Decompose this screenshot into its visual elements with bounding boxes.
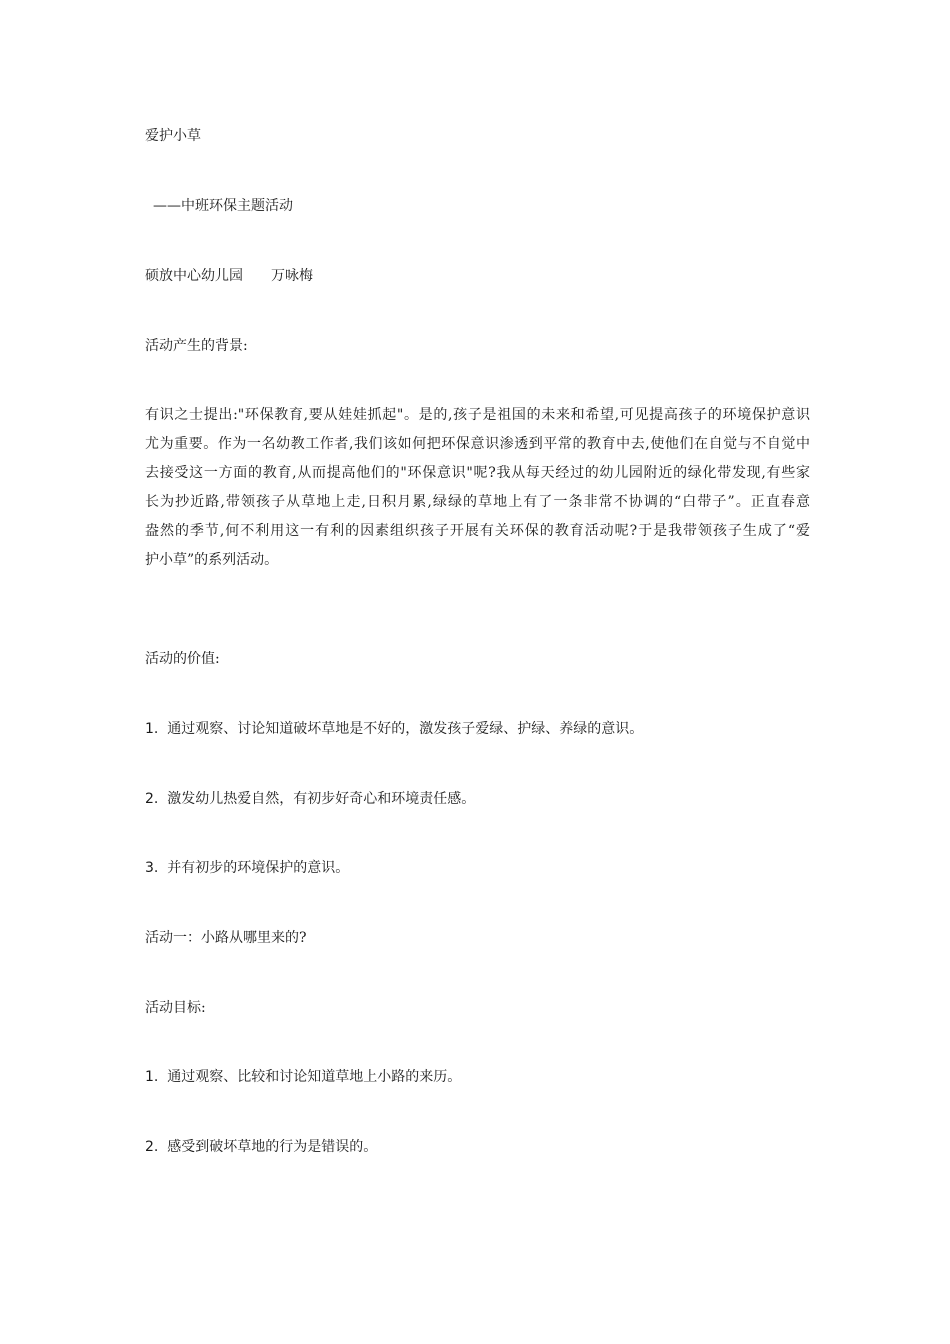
document-subtitle: ——中班环保主题活动	[153, 198, 293, 214]
activity1-goals-heading: 活动目标:	[145, 1000, 206, 1016]
author-line	[145, 267, 313, 285]
document-title: 爱护小草	[145, 128, 201, 144]
paragraph-line: 盎然的季节,何不利用这一有利的因素组织孩子开展有关环保的教育活动呢?于是我带领孩子生成了“爱	[145, 523, 810, 539]
paragraph-line: 长为抄近路,带领孩子从草地上走,日积月累,绿绿的草地上有了一条非常不协调的“白带子”。正直春意	[145, 494, 810, 510]
paragraph-line: 护小草”的系列活动。	[145, 552, 279, 568]
list-number: 2.	[145, 791, 159, 807]
list-number: 2.	[145, 1139, 159, 1155]
paragraph-line: 去接受这一方面的教育,从而提高他们的"环保意识"呢?我从每天经过的幼儿园附近的绿化带发现,有些家	[145, 465, 810, 481]
goal-item-2	[145, 1138, 377, 1156]
list-text: 通过观察、讨论知道破坏草地是不好的，激发孩子爱绿、护绿、养绿的意识。	[167, 721, 644, 737]
list-text: 并有初步的环境保护的意识。	[167, 860, 350, 876]
goal-item-1	[145, 1068, 461, 1086]
value-item-1	[145, 720, 643, 738]
activity1-heading: 活动一：小路从哪里来的?	[145, 930, 307, 946]
list-number: 3.	[145, 860, 159, 876]
value-item-3	[145, 859, 349, 877]
value-item-2	[145, 790, 475, 808]
paragraph-line: 尤为重要。作为一名幼教工作者,我们该如何把环保意识渗透到平常的教育中去,使他们在自觉与不自觉中	[145, 436, 810, 452]
author-school: 硕放中心幼儿园	[145, 268, 243, 284]
list-text: 通过观察、比较和讨论知道草地上小路的来历。	[167, 1069, 462, 1085]
list-text: 激发幼儿热爱自然，有初步好奇心和环境责任感。	[167, 791, 476, 807]
paragraph-line: 有识之士提出:"环保教育,要从娃娃抓起"。是的,孩子是祖国的未来和希望,可见提高孩子的环境保护意识	[145, 407, 810, 423]
background-heading: 活动产生的背景:	[145, 338, 248, 354]
list-text: 感受到破坏草地的行为是错误的。	[167, 1139, 378, 1155]
background-paragraph	[145, 401, 810, 575]
value-heading: 活动的价值:	[145, 651, 220, 667]
author-name: 万咏梅	[271, 268, 313, 284]
list-number: 1.	[145, 1069, 159, 1085]
list-number: 1.	[145, 721, 159, 737]
